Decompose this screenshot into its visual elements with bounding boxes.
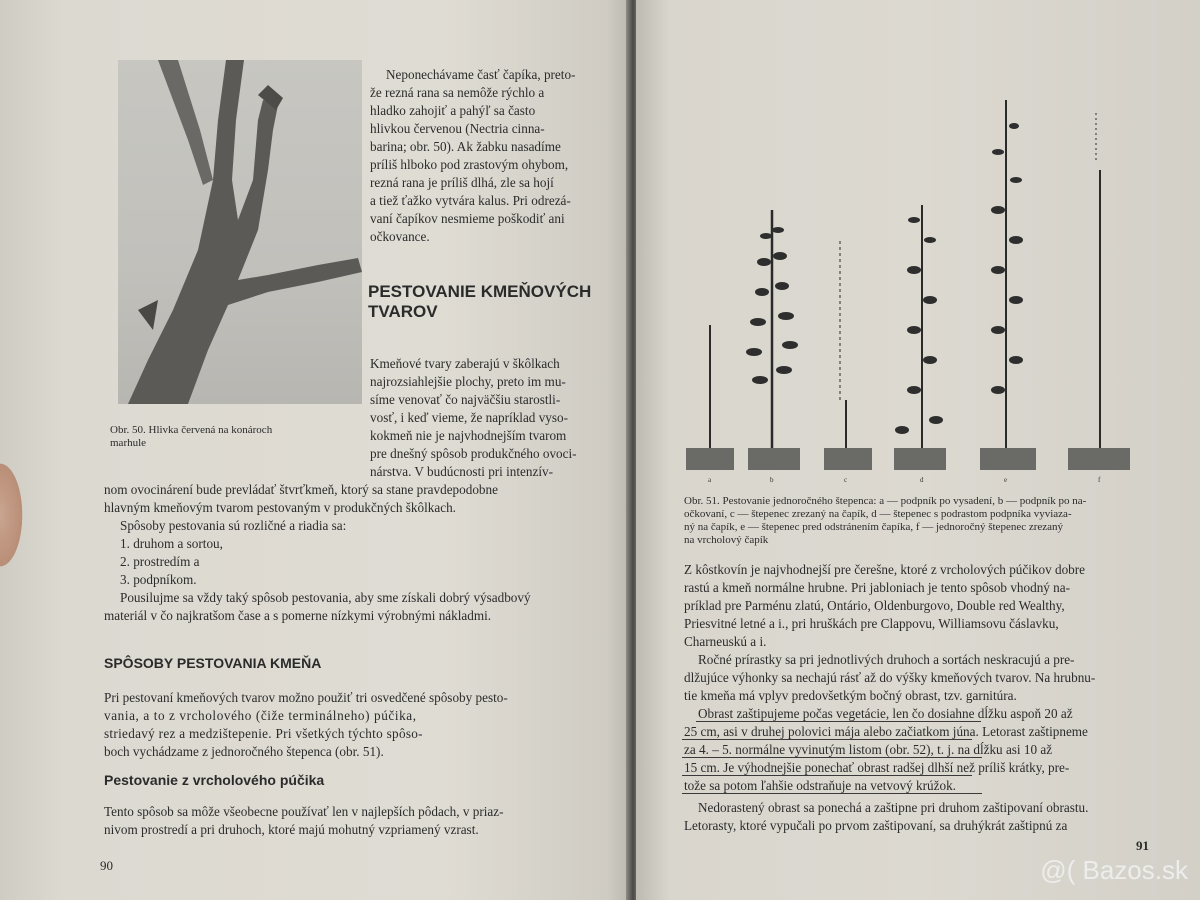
intro-line: barina; obr. 50). Ak žabku nasadíme (370, 139, 561, 154)
underlined-para-line: 25 cm, asi v druhej polovici mája alebo začiatkom júna. Letorast zaštipneme (684, 724, 1088, 739)
para3-line: boch vychádzame z jednoročného štepenca (obr. 51). (104, 744, 384, 759)
section-heading: TVAROV (368, 302, 438, 321)
intro-line: rezná rana je príliš dlhá, zle sa hojí (370, 175, 554, 190)
page-number: 91 (1136, 838, 1149, 853)
pen-underline (696, 721, 981, 722)
para1-line: kokmeň nie je najvhodnejším tvarom (370, 428, 567, 443)
intro-line: Neponechávame časť čapíka, preto- (386, 67, 576, 82)
subheading: Pestovanie z vrcholového púčika (104, 772, 325, 788)
para3-line: Pri pestovaní kmeňových tvarov možno použiť tri osvedčené spôsoby pesto- (104, 690, 508, 705)
figure-letter: f (1098, 476, 1101, 484)
intro-line: a tiež ťažko vytvára kalus. Pri odrezá- (370, 193, 571, 208)
figure-letter: a (708, 476, 712, 484)
para3-line: striedavý rez a medzištepenie. Pri všetkých týchto spôso- (104, 726, 423, 741)
photo-caption-1: Obr. 50. Hlivka červená na konároch (110, 424, 273, 436)
intro-line: že rezná rana sa nemôže rýchlo a (370, 85, 545, 100)
section-heading: SPÔSOBY PESTOVANIA KMEŇA (104, 655, 322, 671)
underlined-para-line: 15 cm. Je výhodnejšie ponechať obrast radšej dlhší než príliš krátky, pre- (684, 760, 1070, 775)
underlined-para-line: tože sa potom ľahšie odstraňuje na vetvový krúžok. (684, 778, 956, 793)
ways-intro: Spôsoby pestovania sú rozličné a riadia sa: (120, 518, 347, 533)
figure-letter: d (920, 476, 924, 484)
intro-line: vaní čapíkov nesmieme poškodiť ani (370, 211, 565, 226)
underlined-para-line: za 4. – 5. normálne vyvinutým listom (obr. 52), t. j. na dĺžku asi 10 až (684, 742, 1053, 757)
pen-underline (682, 793, 982, 794)
para-line: Nedorastený obrast sa ponechá a zaštipne pri druhom zaštipovaní obrastu. (698, 800, 1089, 815)
para1-line: Kmeňové tvary zaberajú v škôlkach (370, 356, 560, 371)
para-line: Letorasty, ktoré vypučali po prvom zaštipovaní, sa druhýkrát zaštipnú za (684, 818, 1068, 833)
intro-line: príliš hlboko pod zrastovým ohybom, (370, 157, 569, 172)
figure-letter: c (844, 476, 848, 484)
para1-line: síme venovať čo najväčšiu starostli- (370, 392, 561, 407)
grafting-stages-figure (678, 90, 1138, 490)
para-line: Charneuskú a i. (684, 634, 767, 649)
underlined-para-line: Obrast zaštipujeme počas vegetácie, len čo dosiahne dĺžku aspoň 20 až (698, 706, 1073, 721)
para-line: dlžujúce výhonky sa nechajú rásť až do výšky kmeňových tvarov. Na hrubnu- (684, 670, 1096, 685)
para-line: Z kôstkovín je najvhodnejší pre čerešne, ktoré z vrcholových púčikov dobre (684, 562, 1086, 577)
para1-line: nom ovocinárení bude prevládať štvrťkmeň, ktorý sa stane pravdepodobne (104, 482, 498, 497)
pen-underline (682, 757, 982, 758)
ways-item: 1. druhom a sortou, (120, 536, 223, 551)
para1-line: najrozsiahlejšie plochy, preto im mu- (370, 374, 566, 389)
para1-line: nárstva. V budúcnosti pri intenzív- (370, 464, 554, 479)
photo-caption-2: marhule (110, 437, 147, 449)
figure-letter: b (770, 476, 774, 484)
intro-line: hlivkou červenou (Nectria cinna- (370, 121, 545, 136)
para2-line: materiál v čo najkratšom čase a s pomerne nízkymi výrobnými nákladmi. (104, 608, 492, 623)
figure-caption-line: na vrcholový čapík (684, 534, 769, 546)
intro-line: očkovance. (370, 229, 430, 244)
ways-item: 3. podpníkom. (120, 572, 197, 587)
page-number: 90 (100, 858, 113, 873)
para1-line: hlavným kmeňovým tvarom pestovaným v produkčných škôlkach. (104, 500, 456, 515)
pen-underline (682, 739, 972, 740)
para4-line: nivom prostredí a pri druhoch, ktoré majú mohutný vzpriamený vzrast. (104, 822, 479, 837)
para-line: Ročné prírastky sa pri jednotlivých druhoch a sortách neskracujú a pre- (698, 652, 1075, 667)
thumb (0, 455, 26, 575)
para4-line: Tento spôsob sa môže všeobecne používať len v najlepších pôdach, v priaz- (104, 804, 504, 819)
section-heading: PESTOVANIE KMEŇOVÝCH (368, 282, 592, 301)
ways-item: 2. prostredím a (120, 554, 200, 569)
pen-underline (682, 775, 972, 776)
para-line: Priesvitné letné a i., pri hruškách pre Clappovu, Williamsovu čáslavku, (684, 616, 1059, 631)
para2-line: Pousilujme sa vždy taký spôsob pestovania, aby sme získali dobrý výsadbový (120, 590, 531, 605)
para1-line: vosť, i keď vieme, že napríklad vyso- (370, 410, 568, 425)
intro-line: hladko zahojiť a pahýľ sa často (370, 103, 536, 118)
figure-caption-line: Obr. 51. Pestovanie jednoročného štepenca: a — podpník po vysadení, b — podpník po na- (684, 495, 1087, 507)
para-line: rastú a kmeň normálne hrubne. Pri jabloniach je tento spôsob vhodný na- (684, 580, 1071, 595)
para1-line: pre dnešný spôsob produkčného ovoci- (370, 446, 577, 461)
para-line: príklad pre Parménu zlatú, Ontário, Oldenburgovo, Double red Wealthy, (684, 598, 1065, 613)
para-line: tie kmeňa má vplyv predovšetkým bočný obrast, tzv. garnitúra. (684, 688, 1017, 703)
apricot-branch-photo (118, 60, 362, 404)
right-page (636, 0, 1200, 900)
figure-caption-line: ný na čapík, e — štepenec pred odstránením čapíka, f — jednoročný štepenec zrezaný (684, 521, 1064, 533)
bazos-watermark: @( Bazos.sk (1040, 855, 1188, 885)
figure-letter: e (1004, 476, 1008, 484)
figure-caption-line: očkovaní, c — štepenec zrezaný na čapík, d — štepenec s podrastom podpníka vyviaza- (684, 508, 1072, 520)
para3-line: vania, a to z vrcholového (čiže terminálneho) púčika, (104, 708, 417, 723)
